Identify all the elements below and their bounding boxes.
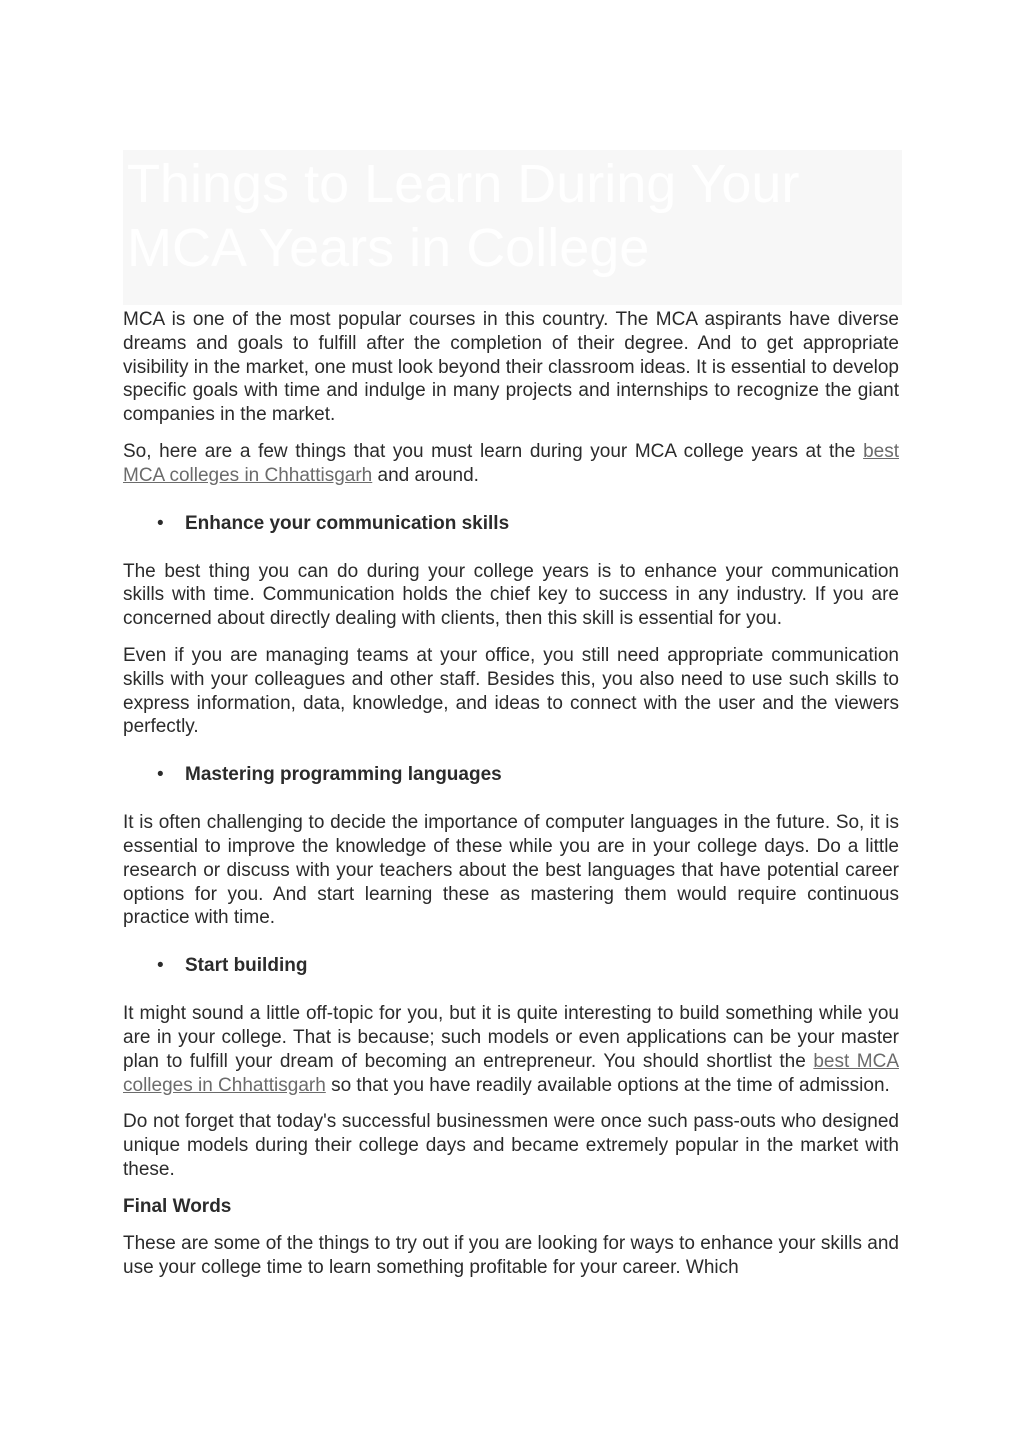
- colleges-link[interactable]: best MCA colleges in Chhattisgarh: [123, 1050, 899, 1096]
- section-heading-communication: [123, 512, 899, 536]
- colleges-link[interactable]: best MCA colleges in Chhattisgarh: [123, 440, 899, 486]
- section-heading-label: Mastering programming languages: [185, 764, 502, 786]
- bullet-icon: •: [157, 764, 164, 786]
- building-paragraph-2: Do not forget that today's successful businessmen were once such pass-outs who designed unique models during their college days and became extremely popular in the market with these.: [123, 1111, 899, 1180]
- building-text-before-link: It might sound a little off-topic for you, but it is quite interesting to build something while you are in your college. That is because; such models or even applications can be your master plan to fulfill your dream of becoming an entrepreneur. You should shortlist the: [123, 1003, 899, 1072]
- final-paragraph: These are some of the things to try out if you are looking for ways to enhance your skills and use your college time to learn something profitable for your career. Which: [123, 1232, 899, 1278]
- section-heading-programming: [123, 763, 899, 787]
- building-paragraph-1: [123, 1002, 899, 1097]
- section-heading-label: Enhance your communication skills: [185, 512, 510, 534]
- title-banner: [123, 150, 902, 305]
- bullet-icon: •: [157, 512, 164, 534]
- communication-paragraph-2: Even if you are managing teams at your office, you still need appropriate communication skills with your colleagues and other staff. Besides this, you also need to use such skills to express information, data, knowledge, and ideas to connect with the user and the viewers perfectly.: [123, 644, 899, 738]
- building-text-after-link: so that you have readily available options at the time of admission.: [325, 1074, 890, 1096]
- lead-text-before-link: So, here are a few things that you must learn during your MCA college years at the: [123, 440, 864, 462]
- page-title: Things to Learn During Your MCA Years in College: [127, 154, 800, 278]
- lead-text-after-link: and around.: [372, 464, 479, 486]
- programming-paragraph: It is often challenging to decide the importance of computer languages in the future. So, it is essential to improve the knowledge of these while you are in your college days. Do a little research or discuss with your teachers about the best languages that have potential career options for you. And start learning these as mastering them would require continuous practice with time.: [123, 812, 899, 929]
- bullet-icon: •: [157, 955, 164, 977]
- section-heading-building: [123, 954, 899, 978]
- communication-paragraph-1: The best thing you can do during your college years is to enhance your communication skills with time. Communication holds the chief key to success in any industry. If you are concerned about directly dealing with clients, then this skill is essential for you.: [123, 560, 899, 630]
- lead-paragraph: [123, 440, 899, 488]
- section-heading-label: Start building: [185, 955, 308, 977]
- final-words-heading: Final Words: [123, 1195, 232, 1217]
- document-page: [123, 150, 899, 1279]
- intro-paragraph: MCA is one of the most popular courses in this country. The MCA aspirants have diverse dreams and goals to fulfill after the completion of their degree. And to get appropriate visibility in the market, one must look beyond their classroom ideas. It is essential to develop specific goals with time and indulge in many projects and internships to recognize the giant companies in the market.: [123, 309, 899, 426]
